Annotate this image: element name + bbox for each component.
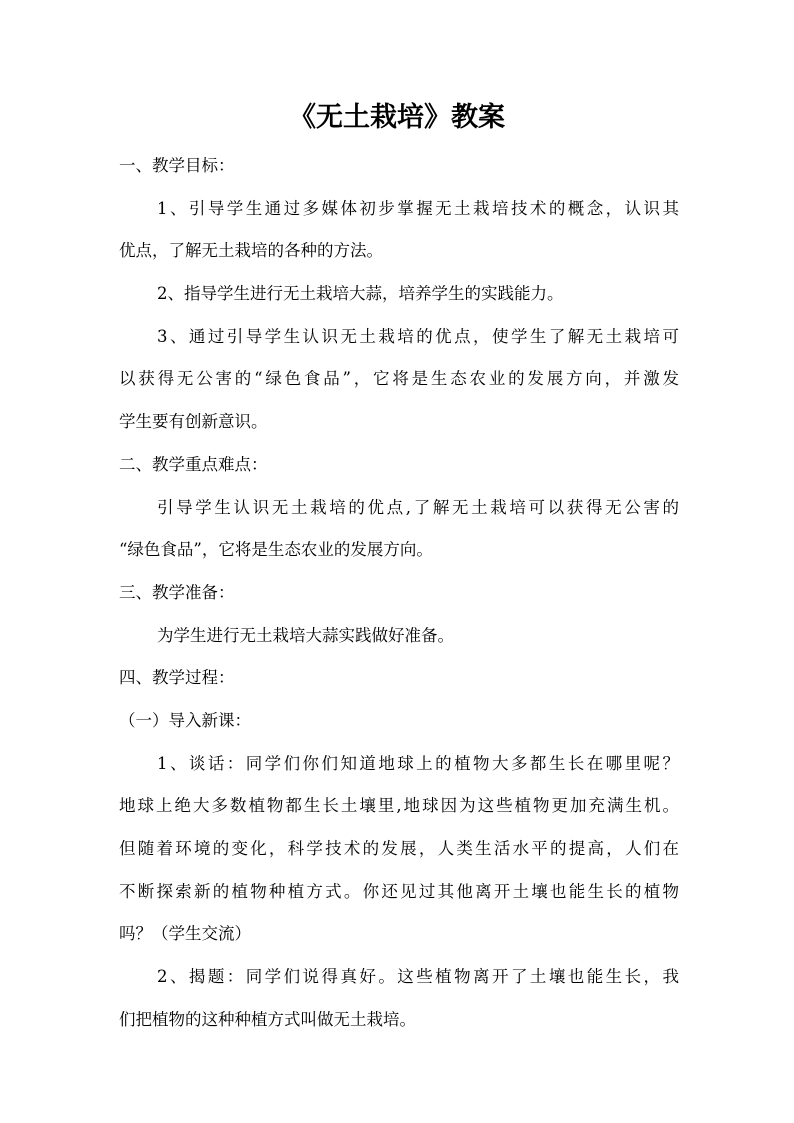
paragraph-line: 们把植物的这种种植方式叫做无土栽培。 [119, 1009, 416, 1029]
paragraph-line: 引导学生认识无土栽培的优点,了解无土栽培可以获得无公害的 [157, 497, 679, 517]
paragraph-line: 不断探索新的植物种植方式。你还见过其他离开土壤也能生长的植物 [119, 881, 679, 901]
section-heading-objectives: 一、教学目标： [119, 156, 235, 175]
paragraph-line: 吗？（学生交流） [119, 924, 251, 944]
paragraph-line: 2、指导学生进行无土栽培大蒜，培养学生的实践能力。 [157, 284, 564, 304]
section-heading-preparation: 三、教学准备： [119, 582, 235, 602]
paragraph-line: 以获得无公害的“绿色食品”，它将是生态农业的发展方向，并激发 [119, 369, 679, 389]
paragraph-line: “绿色食品”，它将是生态农业的发展方向。 [119, 540, 433, 560]
section-heading-key-points: 二、教学重点难点： [119, 454, 268, 474]
paragraph-line: 地球上绝大多数植物都生长土壤里,地球因为这些植物更加充满生机。 [119, 796, 679, 816]
document-title: 《无土栽培》教案 [289, 102, 505, 133]
paragraph-line: 2、揭题：同学们说得真好。这些植物离开了土壤也能生长，我 [157, 967, 679, 987]
paragraph-line: 优点，了解无土栽培的各种的方法。 [119, 241, 383, 261]
paragraph-line: 3、通过引导学生认识无土栽培的优点，使学生了解无土栽培可 [157, 326, 679, 346]
paragraph-line: 但随着环境的变化，科学技术的发展，人类生活水平的提高，人们在 [119, 839, 679, 858]
section-heading-process: 四、教学过程： [119, 668, 235, 688]
paragraph-line: 1、引导学生通过多媒体初步掌握无土栽培技术的概念，认识其 [157, 198, 679, 218]
subsection-heading-intro: （一）导入新课： [119, 710, 251, 730]
paragraph-line: 为学生进行无土栽培大蒜实践做好准备。 [157, 625, 454, 645]
document-body [119, 145, 679, 1041]
paragraph-line: 1、谈话：同学们你们知道地球上的植物大多都生长在哪里呢？ [157, 753, 679, 773]
paragraph-line: 学生要有创新意识。 [119, 412, 268, 432]
